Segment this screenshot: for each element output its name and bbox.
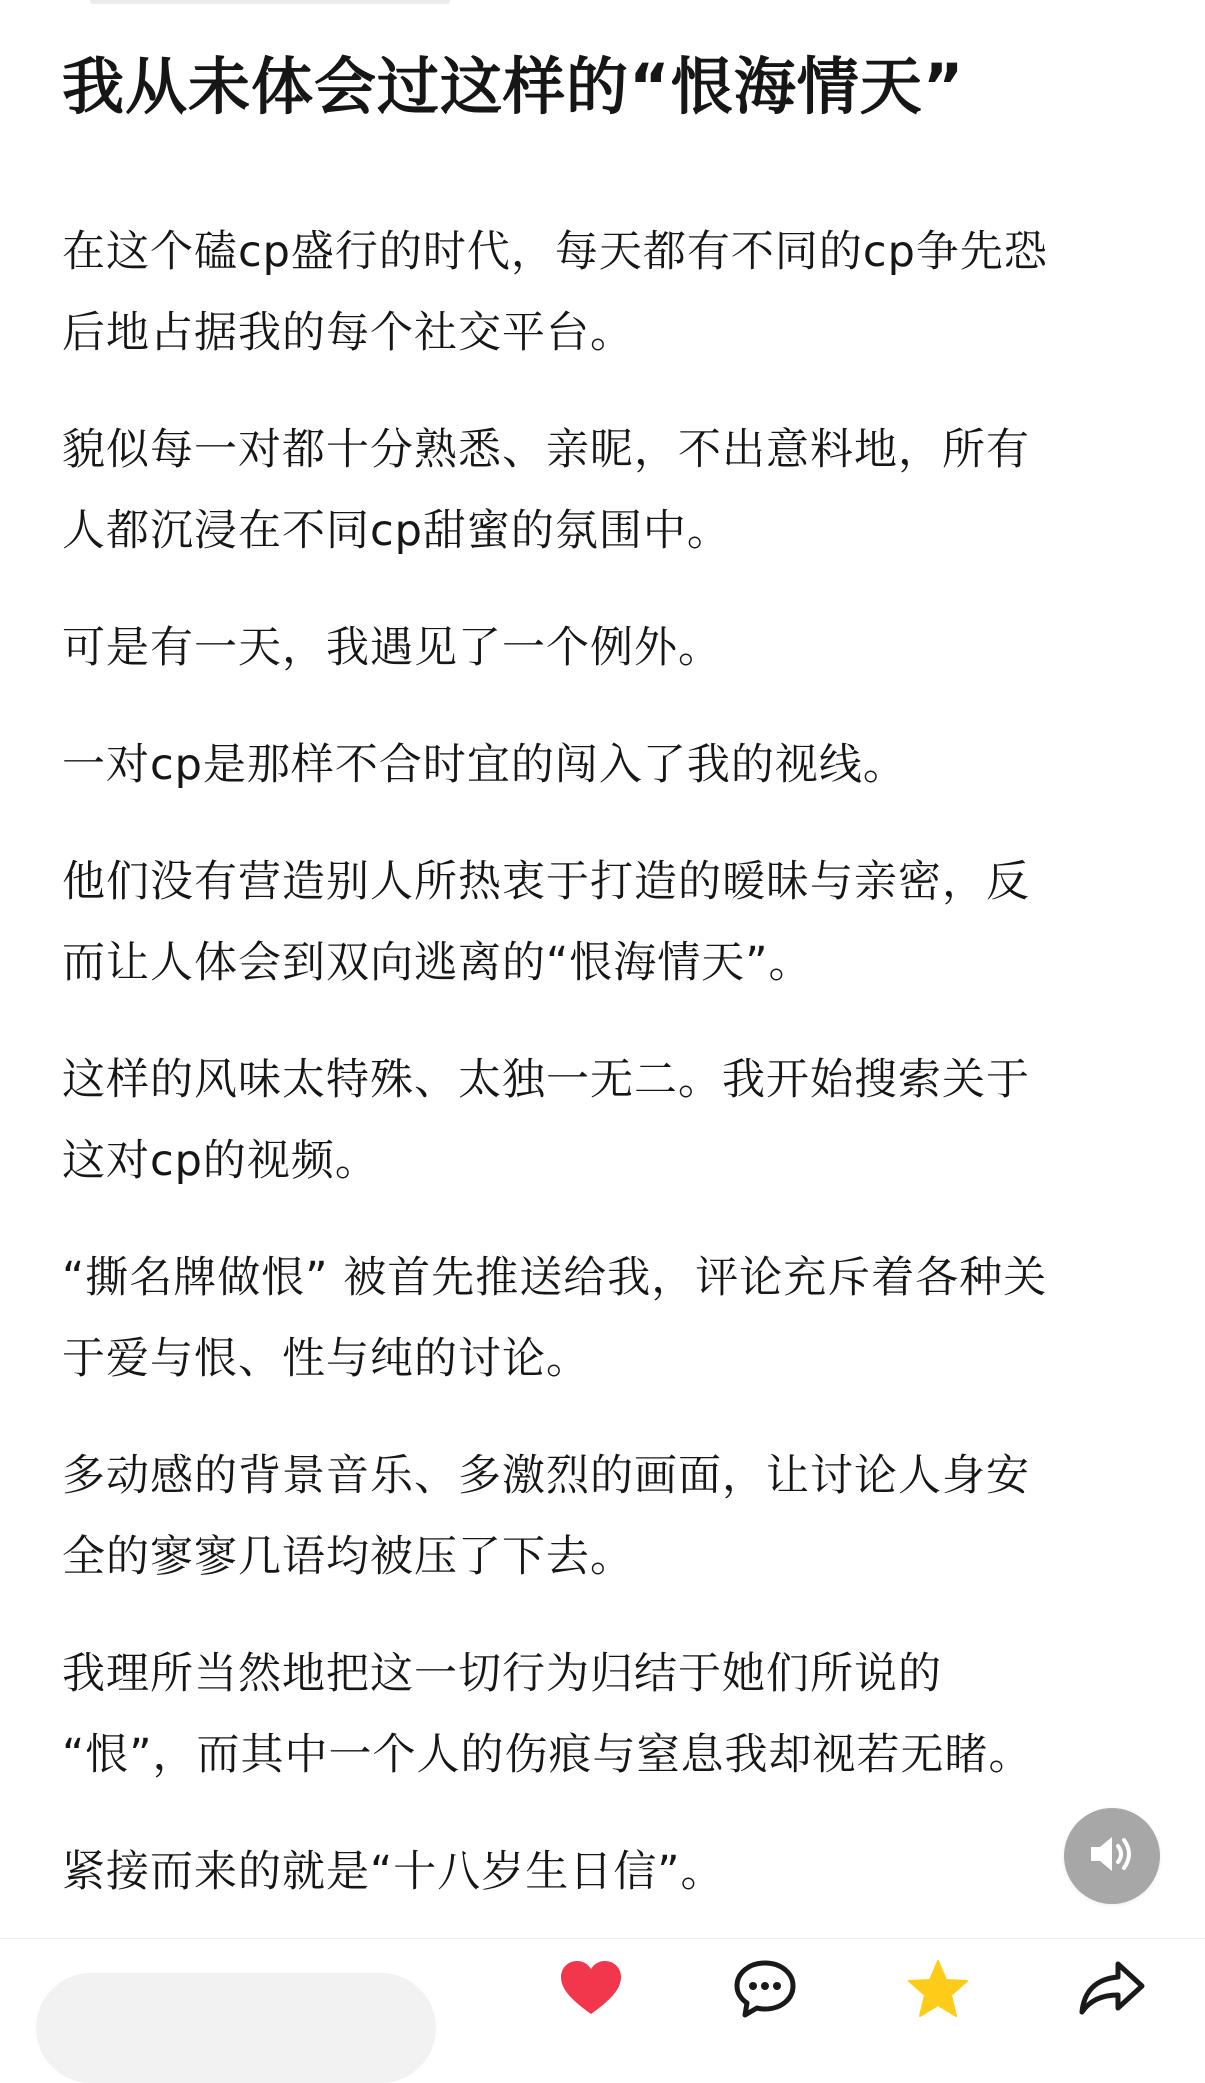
heart-icon [536, 1959, 646, 2017]
article-body [62, 212, 1148, 1949]
paragraph: 在这个磕cp盛行的时代，每天都有不同的cp争先恐 后地占据我的每个社交平台。 [62, 227, 1048, 358]
comment-button[interactable] [710, 1959, 820, 2079]
paragraph: 他们没有营造别人所热衷于打造的暧昧与亲密，反 而让人体会到双向逃离的“恨海情天”。 [62, 857, 1030, 988]
share-arrow-icon [1057, 1959, 1167, 2017]
paragraph: 这样的风味太特殊、太独一无二。我开始搜索关于 这对cp的视频。 [62, 1055, 1030, 1186]
speaker-icon [1087, 1832, 1137, 1880]
paragraph: 一对cp是那样不合时宜的闯入了我的视线。 [62, 740, 907, 790]
bottom-action-bar [0, 1938, 1205, 2054]
comment-bubble-icon [710, 1959, 820, 2019]
comment-input[interactable] [36, 1973, 436, 2083]
star-icon [883, 1959, 993, 2019]
like-button[interactable] [536, 1959, 646, 2079]
paragraph: 紧接而来的就是“十八岁生日信”。 [62, 1847, 725, 1897]
paragraph: 多动感的背景音乐、多激烈的画面，让讨论人身安 全的寥寥几语均被压了下去。 [62, 1451, 1030, 1582]
paragraph: “撕名牌做恨” 被首先推送给我，评论充斥着各种关 于爱与恨、性与纯的讨论。 [62, 1253, 1048, 1384]
paragraph: 貌似每一对都十分熟悉、亲昵，不出意料地，所有 人都沉浸在不同cp甜蜜的氛围中。 [62, 425, 1030, 556]
paragraph: 我理所当然地把这一切行为归结于她们所说的 “恨”，而其中一个人的伤痕与窒息我却视若无睹。 [62, 1649, 1033, 1780]
top-divider [90, 0, 450, 4]
favorite-button[interactable] [883, 1959, 993, 2079]
article-title: 我从未体会过这样的“恨海情天” [62, 50, 965, 123]
audio-button[interactable] [1064, 1808, 1160, 1904]
share-button[interactable] [1057, 1959, 1167, 2079]
paragraph: 可是有一天，我遇见了一个例外。 [62, 623, 722, 673]
